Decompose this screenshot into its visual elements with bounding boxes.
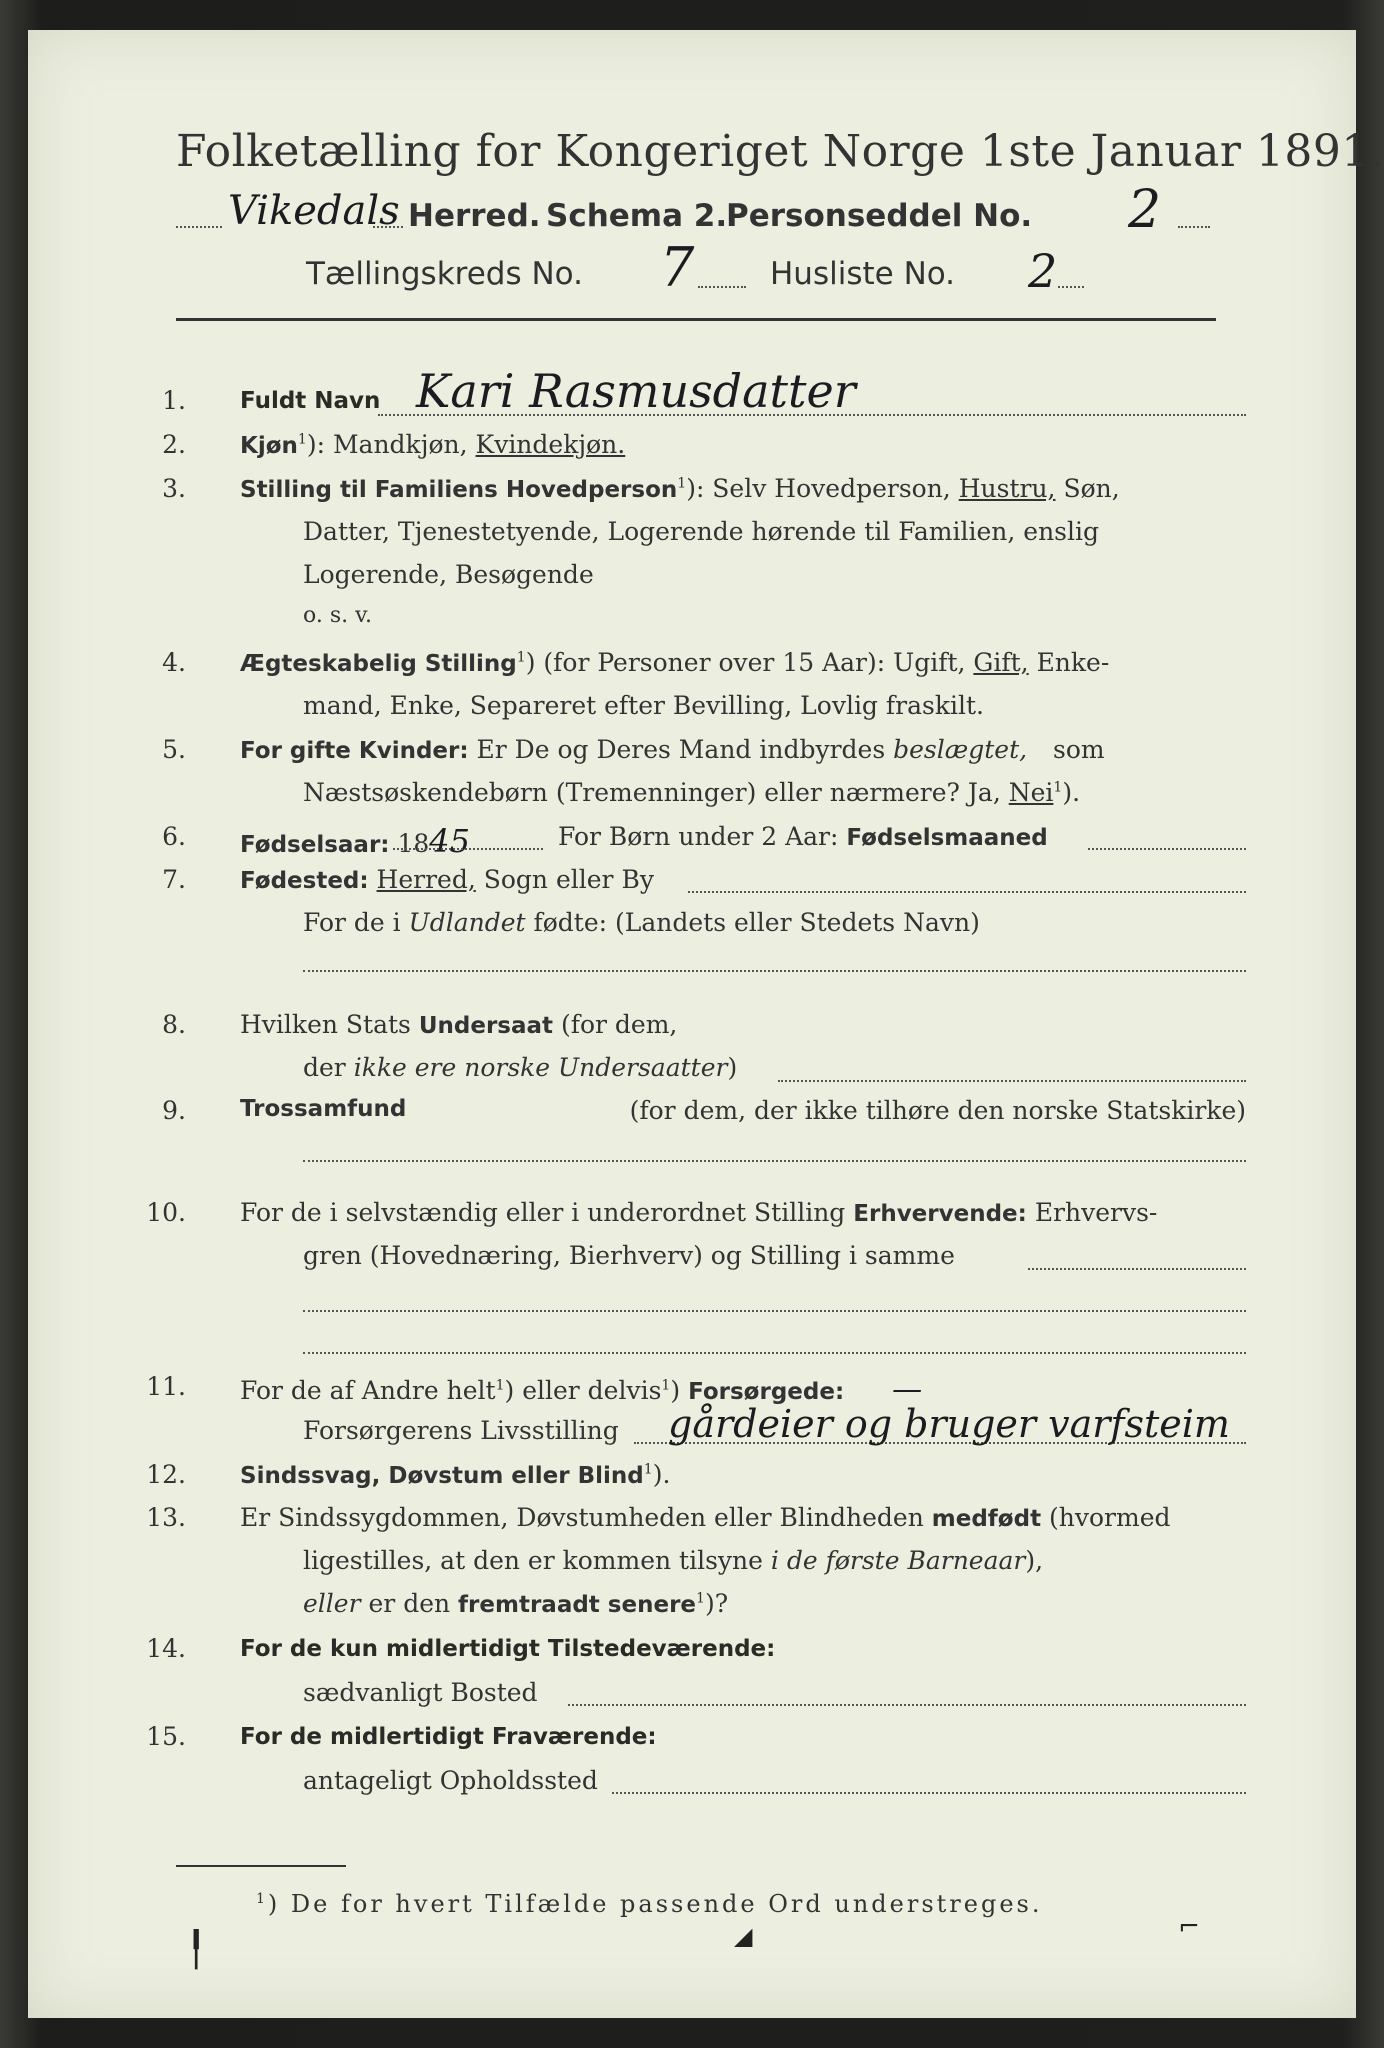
taellingskreds-dots [698,286,746,288]
q10-dots-1 [1028,1268,1246,1270]
q1-dots [378,414,1246,416]
q1-name-value: Kari Rasmusdatter [416,364,856,418]
q10-l1b: Erhvervende: [853,1201,1027,1227]
q4-line1 [240,648,1109,677]
q3-label: Stilling til Familiens Hovedperson [240,477,678,503]
form-title: Folketælling for Kongeriget Norge 1ste Januar 1891. [176,126,1384,177]
q11-number: 11. [146,1372,186,1401]
q5-label: For gifte Kvinder: [240,738,469,764]
q14-number: 14. [146,1634,186,1663]
q13-sup: 1 [696,1590,705,1607]
q2-opt-kvindekjon: Kvindekjøn. [475,430,626,459]
q9-dots [303,1160,1246,1162]
husliste-dots [1058,286,1084,288]
q10-line1 [240,1198,1157,1227]
census-form-sheet [28,30,1384,2018]
q10-dots-3 [303,1352,1246,1354]
personseddel-value: 2 [1128,180,1162,240]
q12-end: ). [652,1460,671,1489]
q6-rest-text: For Børn under 2 Aar: [558,822,839,851]
q8-l1a: Hvilken Stats [240,1010,411,1039]
q6-line [240,822,470,860]
q11-line2: Forsørgerens Livsstilling [303,1416,619,1445]
q5-l2b: ). [1062,778,1081,807]
herred-dots [373,226,403,228]
q7-label: Fødested: [240,868,369,894]
q15-label: For de midlertidigt Fraværende: [240,1724,657,1750]
personseddel-dots [1178,226,1210,228]
q5-l1b: som [1053,735,1105,764]
q9-label: Trossamfund [240,1096,407,1122]
q4-sup: 1 [516,649,526,666]
ink-mark-left: ╿ [186,1930,207,1970]
q9-rest: (for dem, der ikke tilhøre den norske Statskirke) [629,1096,1246,1125]
q9-number: 9. [162,1096,186,1125]
q5-opt-nei: Nei [1008,778,1054,807]
schema-label: Schema 2. [546,198,728,234]
q7-number: 7. [162,865,186,894]
q13-l2a: ligestilles, at den er kommen tilsyne [303,1546,763,1575]
q6-rest-bold: Fødselsmaaned [846,825,1048,851]
q3-line3: Logerende, Besøgende [303,560,594,589]
q10-l1c: Erhvervs- [1034,1198,1158,1227]
q13-l1a: Er Sindssygdommen, Døvstumheden eller Blindheden [240,1503,924,1532]
q3-l1b: Søn, [1063,474,1120,503]
q10-line2: gren (Hovednæring, Bierhverv) og Stilling i samme [303,1241,955,1270]
q8-l1c: (for dem, [560,1010,678,1039]
q13-line1 [240,1503,1171,1532]
header-rule [176,318,1216,321]
q7-dots [688,891,1246,893]
q13-l3a: er den [368,1589,451,1618]
q4-opt-gift: Gift, [973,648,1029,677]
personseddel-label: Personseddel No. [726,198,1033,234]
q13-l2i: i de første Barneaar [770,1546,1026,1575]
q6-prefix: 18 [397,829,430,858]
q3-opt-hustru: Hustru, [958,474,1056,503]
q6-birthyear-value: 45 [429,822,470,860]
q15-line2: antageligt Opholdssted [303,1766,598,1795]
q7-opt-herred: Herred, [376,865,476,894]
q11-l1c: ) [670,1376,681,1405]
q5-l1i: beslægtet, [893,735,1028,764]
q6-number: 6. [162,822,186,851]
q8-l2b: ) [727,1053,738,1082]
q7-dots-abroad [303,970,1246,972]
q13-line2 [303,1546,1043,1575]
q8-l1b: Undersaat [418,1013,554,1039]
taellingskreds-value: 7 [660,236,695,299]
q13-l3c: )? [704,1589,729,1618]
q10-dots-2 [303,1310,1246,1312]
q9-line [240,1096,1246,1125]
q8-l2i: ikke ere norske Undersaatter [353,1053,728,1082]
q11-sup2: 1 [661,1377,671,1394]
q2-sup: 1 [297,431,307,448]
q8-dots [778,1080,1246,1082]
q13-line3 [303,1589,728,1618]
q1-label: Fuldt Navn [240,388,381,414]
q15-number: 15. [146,1722,186,1751]
q3-line4: o. s. v. [303,603,372,628]
q2-opt-mandkjon: Mandkjøn, [332,430,468,459]
q15-dots [612,1792,1246,1794]
q14-label: For de kun midlertidigt Tilstedeværende: [240,1636,776,1662]
q7-line1 [240,865,654,894]
q13-l1b: medfødt [931,1506,1042,1532]
q10-number: 10. [146,1198,186,1227]
q14-line2: sædvanligt Bosted [303,1678,538,1707]
herred-label: Herred. [408,198,541,234]
q13-l1c: (hvormed [1049,1503,1171,1532]
q3-line2: Datter, Tjenestetyende, Logerende hørende til Familien, enslig [303,517,1100,546]
q8-line2 [303,1053,737,1082]
q12-number: 12. [146,1460,186,1489]
q1-number: 1. [162,386,186,415]
footnote-rule [176,1865,346,1867]
q2-number: 2. [162,430,186,459]
taellingskreds-label: Tællingskreds No. [306,256,583,292]
q12-line [240,1460,670,1489]
q13-l3b: fremtraadt senere [458,1592,697,1618]
q7-l2a: For de i [303,908,401,937]
q11-provider-value: gårdeier og bruger varfsteim [668,1402,1230,1446]
q3-number: 3. [162,474,186,503]
q11-sup1: 1 [495,1377,505,1394]
q4-l1b: Enke- [1036,648,1110,677]
q10-l1a: For de i selvstændig eller i underordnet Stilling [240,1198,846,1227]
q5-line2 [303,778,1080,807]
q3-l1a: ): Selv Hovedperson, [686,474,951,503]
q13-l3i: eller [303,1589,361,1618]
q2-line [240,430,625,459]
q2-label: Kjøn [240,433,298,459]
q3-line1 [240,474,1120,503]
q5-number: 5. [162,735,186,764]
q6-dots-year [393,848,543,850]
q6-label: Fødselsaar: [240,832,390,858]
husliste-value: 2 [1028,244,1058,298]
q11-dash-mark: — [892,1372,923,1407]
footnote [256,1890,1042,1918]
footnote-sup: 1 [256,1891,268,1907]
q8-l2a: der [303,1053,346,1082]
herred-dots-lead [176,226,222,228]
q7-l2i: Udlandet [408,908,526,937]
q8-line1 [240,1010,677,1039]
q7-opt-rest: Sogn eller By [483,865,654,894]
q5-line1 [240,735,1105,764]
q4-label: Ægteskabelig Stilling [240,651,517,677]
q12-label: Sindssvag, Døvstum eller Blind [240,1463,644,1489]
q13-l2b: ), [1025,1546,1044,1575]
q6-rest [558,822,1048,851]
q7-line2 [303,908,980,937]
q12-sup: 1 [643,1461,653,1478]
q8-number: 8. [162,1010,186,1039]
ink-mark-center: ◢ [734,1922,753,1950]
ink-mark-right: ⌐ [1178,1912,1200,1942]
q7-l2b: fødte: (Landets eller Stedets Navn) [533,908,980,937]
q14-dots [568,1704,1246,1706]
q11-l1a: For de af Andre helt [240,1376,496,1405]
herred-value: Vikedals [228,188,400,234]
q2-colon: ): [306,430,325,459]
q5-sup: 1 [1053,779,1063,796]
q11-l1b: ) eller delvis [504,1376,662,1405]
q4-l1a: ) (for Personer over 15 Aar): Ugift, [525,648,966,677]
q13-number: 13. [146,1503,186,1532]
q5-l1a: Er De og Deres Mand indbyrdes [476,735,886,764]
q3-sup: 1 [677,475,687,492]
footnote-text: ) De for hvert Tilfælde passende Ord understreges. [267,1890,1043,1918]
q4-number: 4. [162,648,186,677]
q5-l2a: Næstsøskendebørn (Tremenninger) eller nærmere? Ja, [303,778,1001,807]
q6-dots-month [1088,848,1246,850]
q11-l1d: Forsørgede: [688,1379,845,1405]
husliste-label: Husliste No. [770,256,956,292]
q4-line2: mand, Enke, Separeret efter Bevilling, Lovlig fraskilt. [303,691,984,720]
